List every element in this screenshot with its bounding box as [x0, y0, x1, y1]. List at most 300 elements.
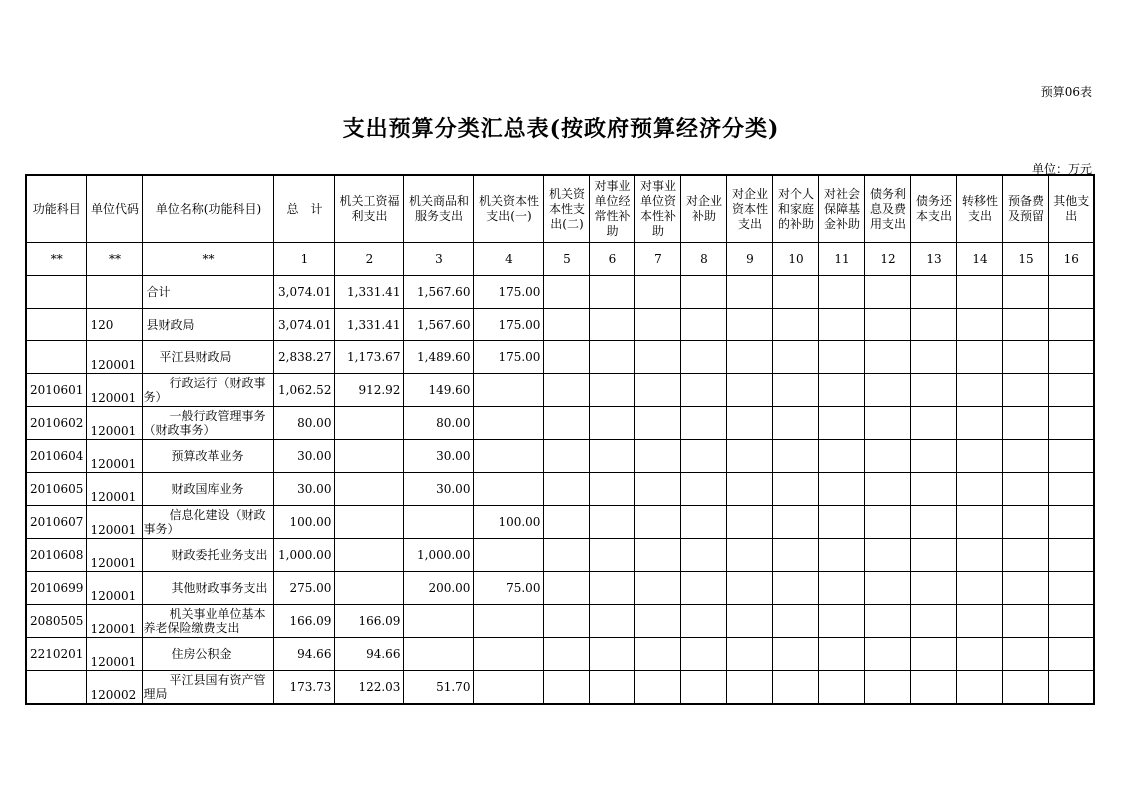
amount-cell	[681, 506, 727, 539]
amount-cell	[865, 605, 911, 638]
amount-cell	[819, 638, 865, 671]
page-title: 支出预算分类汇总表(按政府预算经济分类)	[342, 116, 780, 142]
table-number-label: 预算06表	[1040, 85, 1092, 99]
function-code-cell	[26, 309, 87, 341]
amount-cell	[1003, 539, 1049, 572]
amount-cell	[911, 276, 957, 309]
amount-cell	[911, 572, 957, 605]
amount-cell	[635, 440, 681, 473]
amount-cell: 1,173.67	[335, 341, 404, 374]
table-row	[26, 506, 1094, 539]
amount-cell: 3,074.01	[274, 276, 335, 309]
amount-cell	[590, 572, 635, 605]
amount-cell	[1003, 572, 1049, 605]
amount-cell: 1,331.41	[335, 309, 404, 341]
amount-cell	[911, 309, 957, 341]
amount-cell: 75.00	[474, 572, 544, 605]
amount-cell	[865, 473, 911, 506]
amount-cell	[865, 407, 911, 440]
column-header: 机关商品和服务支出	[404, 175, 474, 243]
amount-cell: 1,331.41	[335, 276, 404, 309]
amount-cell	[727, 605, 773, 638]
amount-cell	[544, 440, 590, 473]
index-cell: **	[87, 243, 143, 276]
column-header: 其他支出	[1049, 175, 1094, 243]
index-cell: 10	[773, 243, 819, 276]
amount-cell: 175.00	[474, 341, 544, 374]
amount-cell	[335, 473, 404, 506]
amount-cell	[681, 407, 727, 440]
amount-cell: 1,489.60	[404, 341, 474, 374]
amount-cell	[590, 671, 635, 705]
amount-cell: 2,838.27	[274, 341, 335, 374]
amount-cell	[773, 473, 819, 506]
amount-cell	[1049, 539, 1094, 572]
column-header: 对事业单位资本性补助	[635, 175, 681, 243]
amount-cell	[819, 671, 865, 705]
amount-cell	[635, 276, 681, 309]
amount-cell	[727, 671, 773, 705]
amount-cell	[544, 539, 590, 572]
amount-cell	[727, 572, 773, 605]
amount-cell	[335, 506, 404, 539]
index-cell: 12	[865, 243, 911, 276]
amount-cell	[590, 638, 635, 671]
amount-cell: 100.00	[274, 506, 335, 539]
amount-cell	[957, 671, 1003, 705]
amount-cell	[957, 473, 1003, 506]
unit-code-cell: 120001	[87, 572, 143, 605]
unit-code-cell	[87, 276, 143, 309]
index-cell: 5	[544, 243, 590, 276]
amount-cell	[681, 309, 727, 341]
amount-cell: 30.00	[404, 473, 474, 506]
amount-cell	[335, 539, 404, 572]
amount-cell	[1003, 407, 1049, 440]
unit-code-cell: 120002	[87, 671, 143, 705]
amount-cell	[544, 506, 590, 539]
amount-cell	[681, 276, 727, 309]
amount-cell	[727, 638, 773, 671]
amount-cell	[773, 374, 819, 407]
amount-cell	[819, 440, 865, 473]
table-row	[26, 341, 1094, 374]
amount-cell	[727, 440, 773, 473]
header-row	[26, 175, 1094, 243]
amount-cell	[1003, 671, 1049, 705]
amount-cell	[544, 605, 590, 638]
amount-cell	[544, 407, 590, 440]
amount-cell	[957, 572, 1003, 605]
index-cell: 1	[274, 243, 335, 276]
function-code-cell: 2010699	[26, 572, 87, 605]
amount-cell	[773, 506, 819, 539]
index-cell: 11	[819, 243, 865, 276]
table-row	[26, 605, 1094, 638]
amount-cell	[681, 341, 727, 374]
index-cell: 6	[590, 243, 635, 276]
unit-name-cell: 住房公积金	[143, 638, 274, 671]
amount-cell	[911, 506, 957, 539]
amount-cell	[865, 440, 911, 473]
column-header: 对个人和家庭的补助	[773, 175, 819, 243]
amount-cell	[911, 638, 957, 671]
amount-cell	[957, 638, 1003, 671]
amount-cell	[404, 506, 474, 539]
amount-cell	[1049, 407, 1094, 440]
index-cell: 2	[335, 243, 404, 276]
unit-code-cell: 120001	[87, 440, 143, 473]
index-cell: 14	[957, 243, 1003, 276]
amount-cell	[957, 605, 1003, 638]
amount-cell	[335, 407, 404, 440]
amount-cell: 166.09	[274, 605, 335, 638]
unit-name-cell: 信息化建设（财政事务）	[143, 506, 274, 539]
amount-cell	[911, 605, 957, 638]
table-row	[26, 671, 1094, 705]
function-code-cell: 2010607	[26, 506, 87, 539]
unit-label: 单位：万元	[1031, 162, 1092, 176]
amount-cell	[474, 473, 544, 506]
amount-cell	[911, 374, 957, 407]
amount-cell	[773, 539, 819, 572]
amount-cell	[404, 605, 474, 638]
amount-cell	[727, 276, 773, 309]
column-header: 单位名称(功能科目)	[143, 175, 274, 243]
function-code-cell	[26, 341, 87, 374]
amount-cell	[474, 440, 544, 473]
amount-cell	[865, 638, 911, 671]
amount-cell	[544, 276, 590, 309]
index-cell: 15	[1003, 243, 1049, 276]
budget-table	[25, 174, 1095, 705]
amount-cell	[544, 572, 590, 605]
table-row	[26, 309, 1094, 341]
amount-cell	[773, 572, 819, 605]
amount-cell	[957, 276, 1003, 309]
amount-cell	[635, 374, 681, 407]
amount-cell	[635, 572, 681, 605]
table-row	[26, 539, 1094, 572]
amount-cell	[819, 276, 865, 309]
table-row	[26, 572, 1094, 605]
column-header: 功能科目	[26, 175, 87, 243]
amount-cell	[819, 374, 865, 407]
amount-cell	[865, 309, 911, 341]
function-code-cell: 2010608	[26, 539, 87, 572]
amount-cell	[1049, 572, 1094, 605]
unit-code-cell: 120001	[87, 506, 143, 539]
amount-cell	[474, 407, 544, 440]
index-cell: 3	[404, 243, 474, 276]
amount-cell	[911, 539, 957, 572]
amount-cell	[911, 473, 957, 506]
amount-cell: 3,074.01	[274, 309, 335, 341]
amount-cell	[590, 309, 635, 341]
amount-cell	[865, 341, 911, 374]
amount-cell	[1003, 309, 1049, 341]
amount-cell	[1049, 473, 1094, 506]
amount-cell	[773, 276, 819, 309]
amount-cell	[544, 638, 590, 671]
amount-cell	[1049, 671, 1094, 705]
amount-cell	[590, 440, 635, 473]
amount-cell: 30.00	[404, 440, 474, 473]
amount-cell	[590, 407, 635, 440]
amount-cell	[727, 473, 773, 506]
amount-cell	[635, 671, 681, 705]
amount-cell	[335, 440, 404, 473]
column-header: 总 计	[274, 175, 335, 243]
amount-cell: 122.03	[335, 671, 404, 705]
column-header: 转移性支出	[957, 175, 1003, 243]
amount-cell	[1003, 506, 1049, 539]
amount-cell	[911, 341, 957, 374]
amount-cell	[1049, 374, 1094, 407]
amount-cell	[681, 671, 727, 705]
amount-cell	[819, 572, 865, 605]
amount-cell	[1049, 638, 1094, 671]
amount-cell: 200.00	[404, 572, 474, 605]
column-header: 预备费及预留	[1003, 175, 1049, 243]
amount-cell	[590, 473, 635, 506]
table-row	[26, 638, 1094, 671]
amount-cell	[819, 473, 865, 506]
amount-cell	[819, 407, 865, 440]
amount-cell	[773, 605, 819, 638]
amount-cell	[544, 341, 590, 374]
amount-cell	[544, 671, 590, 705]
table-row	[26, 440, 1094, 473]
index-cell: **	[143, 243, 274, 276]
index-cell: 8	[681, 243, 727, 276]
amount-cell	[773, 407, 819, 440]
amount-cell	[819, 506, 865, 539]
amount-cell	[1003, 341, 1049, 374]
amount-cell	[957, 539, 1003, 572]
column-header: 债务还本支出	[911, 175, 957, 243]
unit-name-cell: 平江县财政局	[143, 341, 274, 374]
amount-cell	[865, 572, 911, 605]
amount-cell	[590, 276, 635, 309]
amount-cell: 80.00	[274, 407, 335, 440]
amount-cell	[957, 341, 1003, 374]
function-code-cell: 2080505	[26, 605, 87, 638]
amount-cell	[635, 539, 681, 572]
amount-cell	[681, 539, 727, 572]
unit-name-cell: 其他财政事务支出	[143, 572, 274, 605]
amount-cell	[681, 440, 727, 473]
index-row	[26, 243, 1094, 276]
amount-cell	[773, 671, 819, 705]
amount-cell: 1,567.60	[404, 276, 474, 309]
amount-cell: 173.73	[274, 671, 335, 705]
amount-cell	[335, 572, 404, 605]
unit-code-cell: 120001	[87, 407, 143, 440]
amount-cell	[727, 374, 773, 407]
amount-cell: 149.60	[404, 374, 474, 407]
column-header: 对事业单位经常性补助	[590, 175, 635, 243]
amount-cell	[865, 374, 911, 407]
amount-cell	[957, 407, 1003, 440]
amount-cell	[865, 539, 911, 572]
unit-code-cell: 120001	[87, 473, 143, 506]
amount-cell	[865, 506, 911, 539]
amount-cell: 1,567.60	[404, 309, 474, 341]
amount-cell	[1049, 276, 1094, 309]
amount-cell: 30.00	[274, 440, 335, 473]
amount-cell: 912.92	[335, 374, 404, 407]
column-header: 机关资本性支出(二)	[544, 175, 590, 243]
table-row	[26, 407, 1094, 440]
index-cell: 16	[1049, 243, 1094, 276]
unit-name-cell: 平江县国有资产管理局	[143, 671, 274, 705]
amount-cell	[474, 638, 544, 671]
amount-cell	[957, 309, 1003, 341]
amount-cell	[590, 374, 635, 407]
amount-cell	[635, 407, 681, 440]
amount-cell	[474, 605, 544, 638]
column-header: 对企业补助	[681, 175, 727, 243]
unit-code-cell: 120001	[87, 341, 143, 374]
table-row	[26, 276, 1094, 309]
unit-name-cell: 机关事业单位基本养老保险缴费支出	[143, 605, 274, 638]
amount-cell: 51.70	[404, 671, 474, 705]
table-row	[26, 374, 1094, 407]
amount-cell	[635, 341, 681, 374]
amount-cell	[819, 309, 865, 341]
column-header: 机关资本性支出(一)	[474, 175, 544, 243]
amount-cell	[911, 440, 957, 473]
amount-cell	[590, 605, 635, 638]
index-cell: 7	[635, 243, 681, 276]
index-cell: 4	[474, 243, 544, 276]
amount-cell	[727, 506, 773, 539]
amount-cell: 175.00	[474, 276, 544, 309]
function-code-cell: 2210201	[26, 638, 87, 671]
index-cell: **	[26, 243, 87, 276]
amount-cell	[773, 341, 819, 374]
function-code-cell	[26, 276, 87, 309]
amount-cell	[1003, 473, 1049, 506]
amount-cell	[590, 341, 635, 374]
amount-cell	[1049, 605, 1094, 638]
amount-cell: 1,062.52	[274, 374, 335, 407]
amount-cell	[474, 671, 544, 705]
amount-cell	[819, 539, 865, 572]
function-code-cell	[26, 671, 87, 705]
amount-cell	[544, 309, 590, 341]
amount-cell	[727, 309, 773, 341]
amount-cell	[911, 671, 957, 705]
amount-cell	[1049, 506, 1094, 539]
amount-cell	[957, 374, 1003, 407]
amount-cell	[681, 572, 727, 605]
amount-cell	[727, 341, 773, 374]
index-cell: 13	[911, 243, 957, 276]
function-code-cell: 2010601	[26, 374, 87, 407]
function-code-cell: 2010602	[26, 407, 87, 440]
amount-cell: 1,000.00	[404, 539, 474, 572]
amount-cell	[819, 605, 865, 638]
unit-code-cell: 120001	[87, 539, 143, 572]
amount-cell	[957, 440, 1003, 473]
unit-name-cell: 财政委托业务支出	[143, 539, 274, 572]
unit-name-cell: 一般行政管理事务（财政事务）	[143, 407, 274, 440]
amount-cell	[1003, 276, 1049, 309]
amount-cell: 275.00	[274, 572, 335, 605]
amount-cell	[635, 506, 681, 539]
amount-cell	[727, 407, 773, 440]
unit-name-cell: 财政国库业务	[143, 473, 274, 506]
unit-name-cell: 县财政局	[143, 309, 274, 341]
amount-cell	[681, 473, 727, 506]
amount-cell	[773, 309, 819, 341]
amount-cell: 175.00	[474, 309, 544, 341]
amount-cell	[727, 539, 773, 572]
amount-cell: 30.00	[274, 473, 335, 506]
amount-cell	[635, 605, 681, 638]
column-header: 对企业资本性支出	[727, 175, 773, 243]
amount-cell	[1049, 309, 1094, 341]
unit-code-cell: 120001	[87, 605, 143, 638]
amount-cell	[681, 638, 727, 671]
amount-cell: 94.66	[335, 638, 404, 671]
amount-cell	[590, 506, 635, 539]
unit-name-cell: 合计	[143, 276, 274, 309]
column-header: 机关工资福利支出	[335, 175, 404, 243]
table-row	[26, 473, 1094, 506]
amount-cell	[404, 638, 474, 671]
function-code-cell: 2010605	[26, 473, 87, 506]
amount-cell	[681, 605, 727, 638]
function-code-cell: 2010604	[26, 440, 87, 473]
amount-cell: 1,000.00	[274, 539, 335, 572]
amount-cell: 100.00	[474, 506, 544, 539]
amount-cell	[474, 374, 544, 407]
unit-code-cell: 120001	[87, 374, 143, 407]
unit-name-cell: 预算改革业务	[143, 440, 274, 473]
amount-cell: 80.00	[404, 407, 474, 440]
amount-cell	[681, 374, 727, 407]
amount-cell	[1003, 638, 1049, 671]
amount-cell	[957, 506, 1003, 539]
amount-cell	[773, 638, 819, 671]
amount-cell	[1049, 440, 1094, 473]
column-header: 对社会保障基金补助	[819, 175, 865, 243]
unit-code-cell: 120	[87, 309, 143, 341]
amount-cell	[635, 638, 681, 671]
column-header: 单位代码	[87, 175, 143, 243]
amount-cell	[635, 309, 681, 341]
amount-cell	[1003, 440, 1049, 473]
amount-cell: 94.66	[274, 638, 335, 671]
amount-cell	[474, 539, 544, 572]
amount-cell	[1049, 341, 1094, 374]
amount-cell	[773, 440, 819, 473]
amount-cell	[911, 407, 957, 440]
amount-cell	[1003, 374, 1049, 407]
amount-cell	[865, 671, 911, 705]
amount-cell	[544, 473, 590, 506]
amount-cell	[544, 374, 590, 407]
amount-cell	[865, 276, 911, 309]
amount-cell	[1003, 605, 1049, 638]
amount-cell	[635, 473, 681, 506]
amount-cell	[819, 341, 865, 374]
unit-name-cell: 行政运行（财政事务）	[143, 374, 274, 407]
index-cell: 9	[727, 243, 773, 276]
